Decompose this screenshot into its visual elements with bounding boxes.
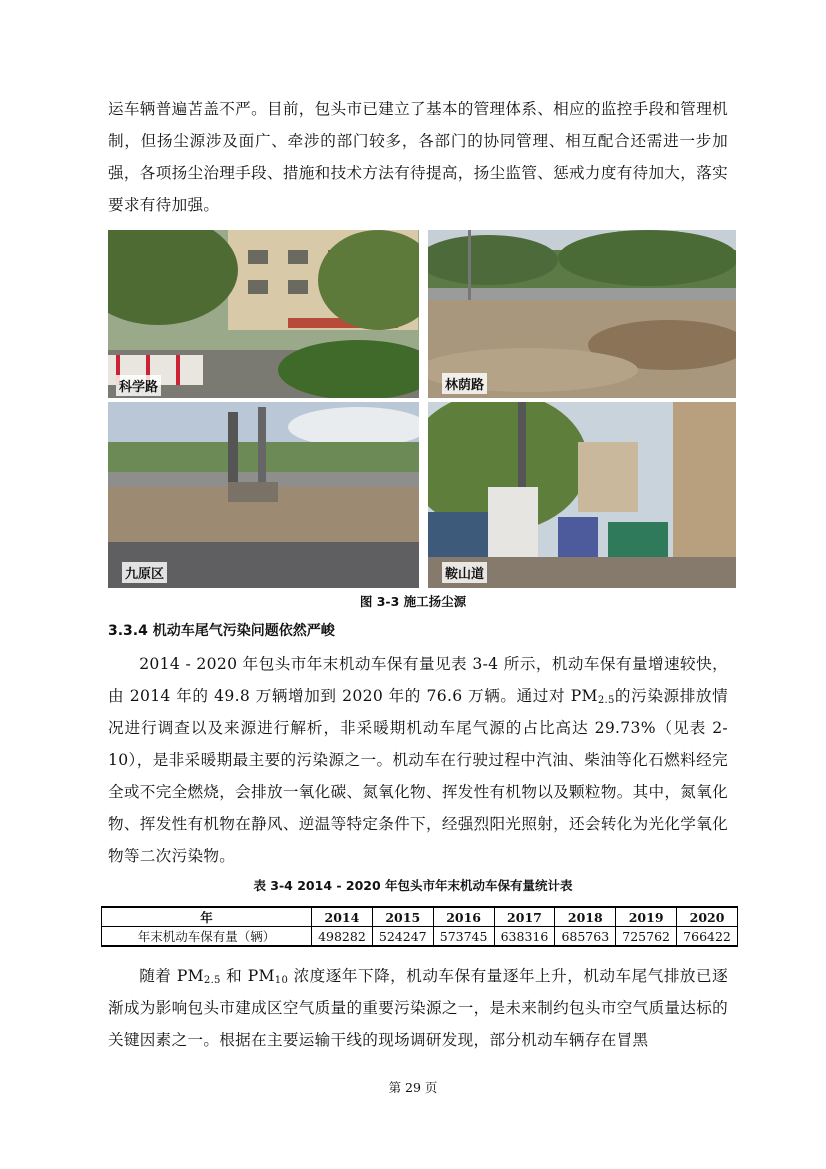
section-heading: 3.3.4 机动车尾气污染问题依然严峻: [108, 623, 335, 639]
photo-label-jiuyuan-district: 九原区: [122, 562, 167, 583]
photo-linyin-road: [428, 230, 736, 398]
table-header-cell: 2015: [372, 907, 433, 927]
table-header-cell: 2016: [433, 907, 494, 927]
paragraph-text: 的污染源排放情况进行调查以及来源进行解析，非采暖期机动车尾气源的占比高达 29.73%（见表 2-10），是非采暖期最主要的污染源之一。机动车在行驶过程中汽油、柴油等化石燃料经完全或不完全燃烧，会排放一氧化碳、氮氧化物、挥发性有机物以及颗粒物。其中，氮氧化物、挥发性有机物在静风、逆温等特定条件下，经强烈阳光照射，还会转化为光化学氧化物等二次污染物。: [108, 687, 728, 865]
table-cell: 524247: [372, 927, 433, 947]
paragraph-dust-management: 运车辆普遍苫盖不严。目前，包头市已建立了基本的管理体系、相应的监控手段和管理机制，但扬尘源涉及面广、牵涉的部门较多，各部门的协同管理、相互配合还需进一步加强，各项扬尘治理手段、措施和技术方法有待提高，扬尘监管、惩戒力度有待加大，落实要求有待加强。: [108, 100, 728, 214]
subscript: 2.5: [203, 975, 221, 986]
photo-label-anshan-road: 鞍山道: [442, 562, 487, 583]
vehicle-ownership-table: [101, 906, 738, 947]
figure-caption: 图 3-3 施工扬尘源: [359, 594, 467, 609]
photo-anshan-road: [428, 402, 736, 588]
page-number: 第 29 页: [388, 1080, 438, 1095]
subscript: 10: [274, 975, 289, 986]
table-header-cell: 2014: [312, 907, 373, 927]
subscript: 2.5: [597, 695, 615, 706]
table-cell: 685763: [555, 927, 616, 947]
paragraph-pm-trend: [108, 960, 728, 1056]
photo-label-linyin-road: 林荫路: [442, 373, 487, 394]
table-cell: 725762: [616, 927, 677, 947]
table-cell: 573745: [433, 927, 494, 947]
table-header-row: [102, 907, 738, 927]
table-header-cell: 2017: [494, 907, 555, 927]
table-header-cell: 年: [102, 907, 312, 927]
photo-jiuyuan-district: [108, 402, 419, 588]
table-cell: 498282: [312, 927, 373, 947]
table-header-cell: 2018: [555, 907, 616, 927]
table-header-cell: 2019: [616, 907, 677, 927]
table-row: [102, 927, 738, 947]
table-cell: 766422: [677, 927, 738, 947]
paragraph-text: 2014 - 2020 年包头市年末机动车保有量见表 3-4 所示，机动车保有量增速较快，由 2014 年的 49.8 万辆增加到 2020 年的 76.6 万辆。通过对 PM: [108, 655, 728, 705]
paragraph-vehicle-exhaust: [108, 648, 728, 872]
paragraph-text: 和 PM: [220, 967, 275, 985]
photo-kexue-road: [108, 230, 419, 398]
photo-label-kexue-road: 科学路: [116, 375, 161, 396]
table-header-cell: 2020: [677, 907, 738, 927]
table-row-label: 年末机动车保有量（辆）: [102, 927, 312, 947]
table-title: 表 3-4 2014 - 2020 年包头市年末机动车保有量统计表: [253, 878, 573, 893]
paragraph-text: 随着 PM: [139, 967, 204, 985]
paragraph-text: 浓度逐年下降，机动车保有量逐年上升，机动车尾气排放已逐渐成为影响包头市建成区空气质量的重要污染源之一，是未来制约包头市空气质量达标的关键因素之一。根据在主要运输干线的现场调研发现，部分机动车辆存在冒黑: [108, 967, 728, 1049]
figure-construction-dust: [108, 230, 736, 588]
table-cell: 638316: [494, 927, 555, 947]
